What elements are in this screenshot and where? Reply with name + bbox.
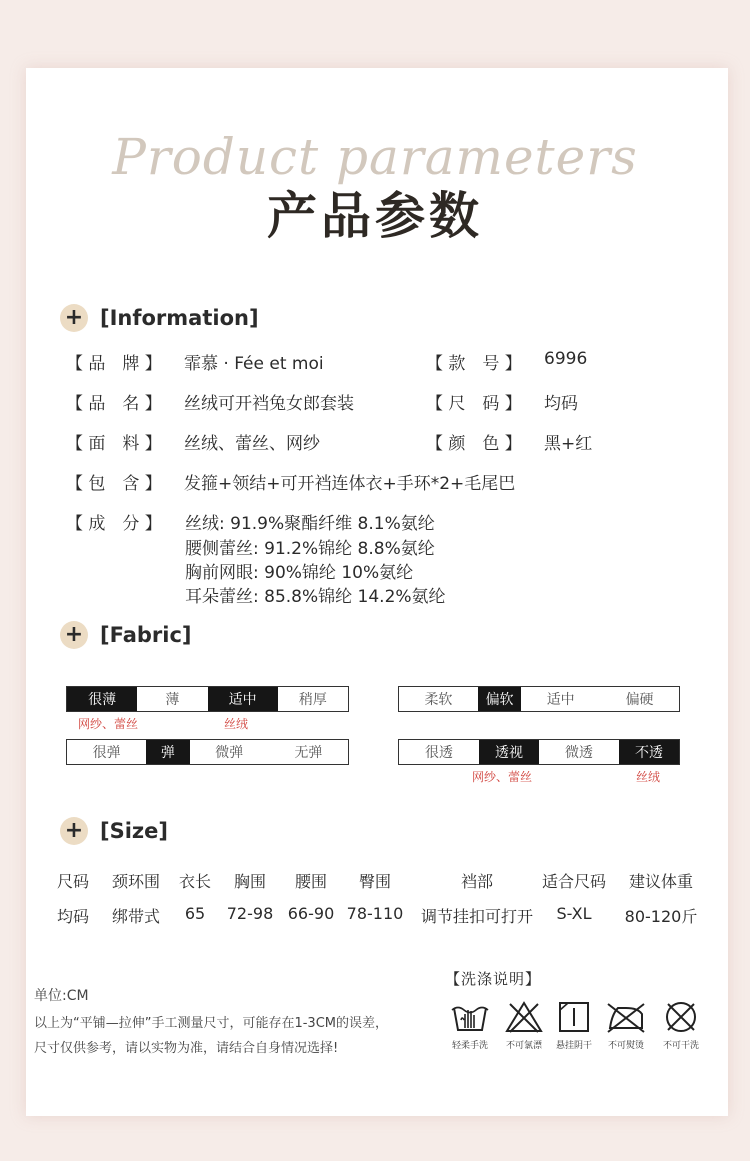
includes-row (66, 469, 515, 494)
size-label: 【 尺 码 】 (426, 394, 522, 414)
brand-row (66, 349, 324, 374)
scale-option: 很透 (425, 745, 453, 761)
wash-label: 悬挂阴干 (555, 1041, 592, 1051)
scale-option: 薄 (165, 692, 180, 708)
size-cell: 均码 (56, 907, 90, 926)
no-iron-icon (604, 1000, 648, 1034)
size-table-row (0, 904, 750, 924)
scale-option: 偏软 (478, 687, 521, 711)
plus-icon: + (60, 621, 88, 649)
scale-option: 适中 (546, 692, 575, 708)
style-row (426, 349, 587, 374)
size-cell: 65 (184, 904, 206, 923)
disclaimer-line: 尺寸仅供参考，请以实物为准，请结合自身情况选择! (34, 1041, 339, 1056)
size-header-cell: 胸围 (233, 872, 267, 891)
includes-value: 发箍+领结+可开裆连体衣+手环*2+毛尾巴 (184, 474, 516, 494)
size-cell: 78-110 (346, 904, 404, 923)
size-table-header (0, 869, 750, 889)
name-row (66, 389, 354, 414)
scale-option: 柔软 (424, 692, 453, 708)
information-label: [Information] (100, 306, 259, 330)
name-label: 【 品 名 】 (66, 394, 162, 414)
plus-icon: + (60, 817, 88, 845)
transparency-note: 网纱、蕾丝 (472, 770, 533, 784)
size-header-cell: 臀围 (358, 872, 392, 891)
size-row (426, 389, 578, 414)
color-value: 黑+红 (544, 434, 593, 454)
size-cell: 绑带式 (111, 907, 161, 926)
wash-label: 不可氯漂 (505, 1041, 542, 1051)
size-header-cell: 裆部 (460, 872, 494, 891)
size-header-cell: 适合尺码 (541, 872, 607, 891)
composition-line: 耳朵蕾丝: 85.8%锦纶 14.2%氨纶 (185, 587, 446, 607)
no-dry-clean-icon (661, 1000, 701, 1034)
size-header-cell: 衣长 (178, 872, 212, 891)
brand-value: 霏慕 · Fée et moi (184, 354, 324, 374)
scale-option: 无弹 (294, 745, 323, 761)
wash-label: 不可干洗 (662, 1041, 699, 1051)
color-label: 【 颜 色 】 (426, 434, 522, 454)
wash-label: 轻柔手洗 (451, 1041, 488, 1051)
size-header-cell: 尺码 (56, 872, 90, 891)
hand-wash-item (440, 1000, 500, 1051)
brand-label: 【 品 牌 】 (66, 354, 162, 374)
name-value: 丝绒可开裆兔女郎套装 (184, 394, 354, 414)
scale-option: 适中 (208, 687, 278, 711)
transparency-note: 丝绒 (636, 770, 661, 784)
scale-option: 偏硬 (625, 692, 654, 708)
disclaimer-line: 以上为“平铺—拉伸”手工测量尺寸，可能存在1-3CM的误差， (34, 1016, 388, 1031)
thickness-note: 网纱、蕾丝 (78, 717, 139, 731)
fabric-heading (60, 621, 192, 649)
size-heading (60, 817, 168, 845)
composition-line: 腰侧蕾丝: 91.2%锦纶 8.8%氨纶 (185, 539, 435, 559)
fabric-row (66, 429, 320, 454)
thickness-note: 丝绒 (224, 717, 249, 731)
wash-label: 不可熨烫 (607, 1041, 644, 1051)
plus-icon: + (60, 304, 88, 332)
scale-option: 很弹 (92, 745, 121, 761)
hand-wash-icon (450, 1000, 490, 1034)
information-heading (60, 304, 259, 332)
size-cell: 66-90 (287, 904, 335, 923)
size-cell: 调节挂扣可打开 (420, 907, 534, 926)
scale-option: 稍厚 (298, 692, 327, 708)
unit-note: 单位:CM (34, 988, 89, 1004)
scale-option: 微透 (565, 745, 593, 761)
hang-dry-item (544, 1000, 604, 1051)
composition-label: 【 成 分 】 (66, 514, 162, 534)
size-section-label: [Size] (100, 819, 168, 843)
includes-label: 【 包 含 】 (66, 474, 162, 494)
hang-dry-shade-icon (554, 1000, 594, 1034)
scale-option: 弹 (146, 740, 190, 764)
size-cell: 72-98 (226, 904, 274, 923)
style-label: 【 款 号 】 (426, 354, 522, 374)
size-header-cell: 腰围 (294, 872, 328, 891)
size-cell: 80-120斤 (624, 907, 698, 926)
page-title: 产品参数 (267, 187, 483, 245)
softness-scale (398, 686, 680, 712)
scale-option: 很薄 (67, 687, 137, 711)
composition-line: 丝绒: 91.9%聚酯纤维 8.1%氨纶 (185, 514, 435, 534)
size-value: 均码 (544, 394, 578, 414)
scale-option: 不透 (619, 740, 679, 764)
color-row (426, 429, 592, 454)
size-cell: S-XL (556, 904, 592, 923)
scale-option: 透视 (479, 740, 539, 764)
wash-title: 【洗涤说明】 (445, 970, 542, 988)
composition-line: 胸前网眼: 90%锦纶 10%氨纶 (185, 563, 414, 583)
size-header-cell: 颈环围 (111, 872, 161, 891)
no-dry-clean-item (651, 1000, 711, 1051)
scale-option: 微弹 (215, 745, 244, 761)
no-iron-item (596, 1000, 656, 1051)
fabric-label: 【 面 料 】 (66, 434, 162, 454)
script-title: Product parameters (112, 128, 638, 186)
fabric-section-label: [Fabric] (100, 623, 192, 647)
transparency-scale (398, 739, 680, 765)
style-value: 6996 (544, 349, 588, 369)
fabric-value: 丝绒、蕾丝、网纱 (184, 434, 320, 454)
composition-row (66, 509, 184, 534)
no-bleach-icon (504, 1000, 544, 1034)
elasticity-scale (66, 739, 349, 765)
size-header-cell: 建议体重 (628, 872, 694, 891)
thickness-scale (66, 686, 349, 712)
